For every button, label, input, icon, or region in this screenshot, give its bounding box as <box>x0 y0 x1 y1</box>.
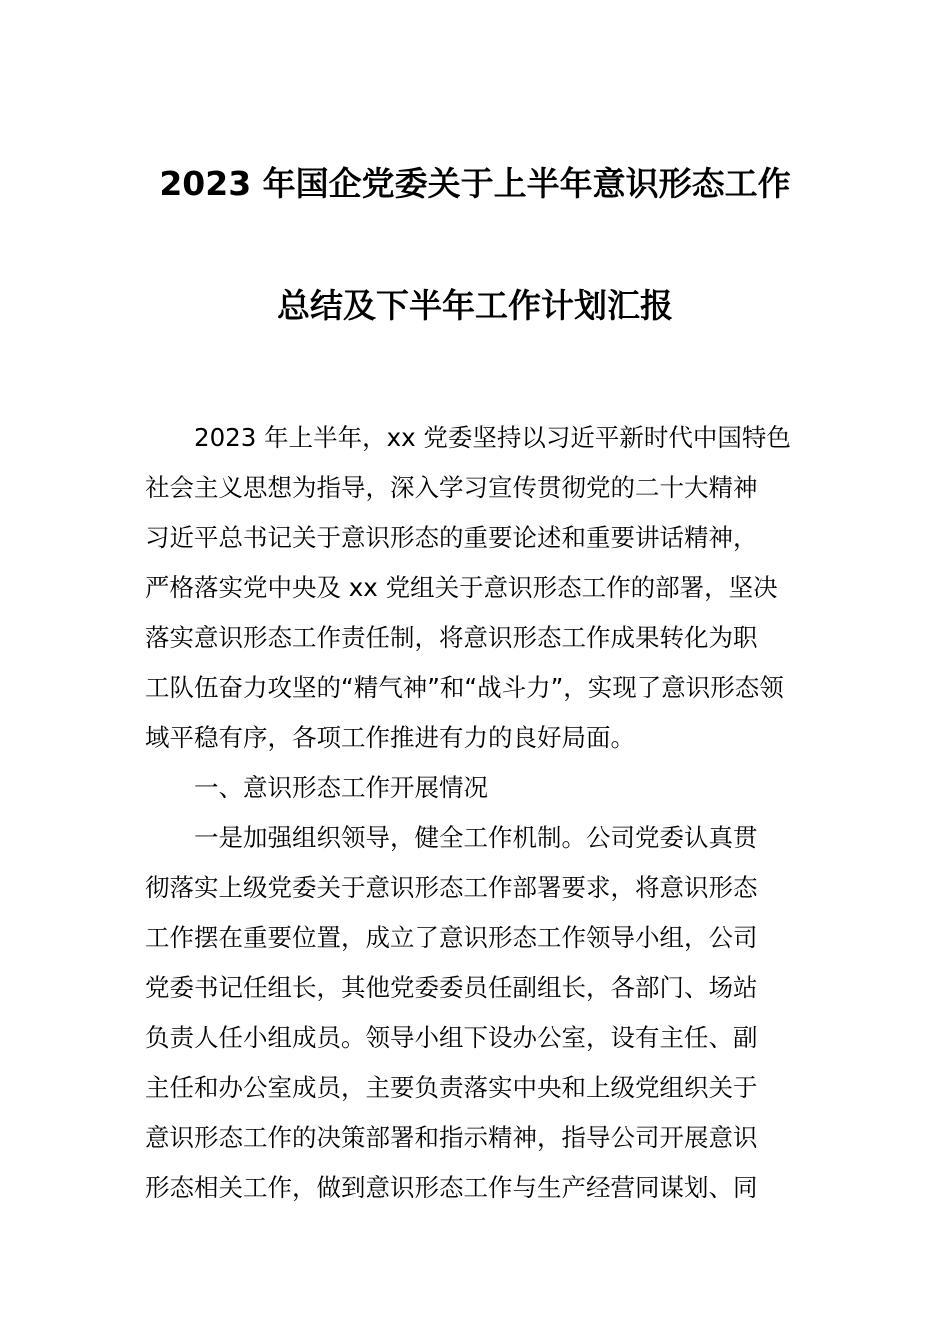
section-heading: 一、意识形态工作开展情况 <box>194 773 488 802</box>
paragraph-2-line: 主任和办公室成员，主要负责落实中央和上级党组织关于 <box>145 1073 758 1102</box>
paragraph-2-line: 意识形态工作的决策部署和指示精神，指导公司开展意识 <box>145 1123 758 1152</box>
paragraph-2-line: 形态相关工作，做到意识形态工作与生产经营同谋划、同 <box>145 1173 758 1202</box>
document-title-line-1: 2023 年国企党委关于上半年意识形态工作 <box>159 164 791 203</box>
paragraph-1-line: 工队伍奋力攻坚的“精气神”和“战斗力”，实现了意识形态领 <box>145 673 784 702</box>
paragraph-2-line: 工作摆在重要位置，成立了意识形态工作领导小组，公司 <box>145 923 758 952</box>
paragraph-2-line: 彻落实上级党委关于意识形态工作部署要求，将意识形态 <box>145 873 758 902</box>
paragraph-1-line: 2023 年上半年，xx 党委坚持以习近平新时代中国特色 <box>194 423 791 452</box>
paragraph-2-line: 负责人任小组成员。领导小组下设办公室，设有主任、副 <box>145 1023 758 1052</box>
paragraph-2-line: 党委书记任组长，其他党委委员任副组长，各部门、场站 <box>145 973 758 1002</box>
paragraph-1-line: 严格落实党中央及 xx 党组关于意识形态工作的部署，坚决 <box>145 573 778 602</box>
paragraph-1-line: 域平稳有序，各项工作推进有力的良好局面。 <box>145 723 635 752</box>
document-title-line-2: 总结及下半年工作计划汇报 <box>277 286 673 325</box>
paragraph-1-line: 落实意识形态工作责任制，将意识形态工作成果转化为职 <box>145 623 758 652</box>
paragraph-2-line: 一是加强组织领导，健全工作机制。公司党委认真贯 <box>194 823 758 852</box>
document-body <box>145 413 805 1213</box>
paragraph-1-line: 习近平总书记关于意识形态的重要论述和重要讲话精神， <box>145 523 758 552</box>
paragraph-1-line: 社会主义思想为指导，深入学习宣传贯彻党的二十大精神 <box>145 473 758 502</box>
